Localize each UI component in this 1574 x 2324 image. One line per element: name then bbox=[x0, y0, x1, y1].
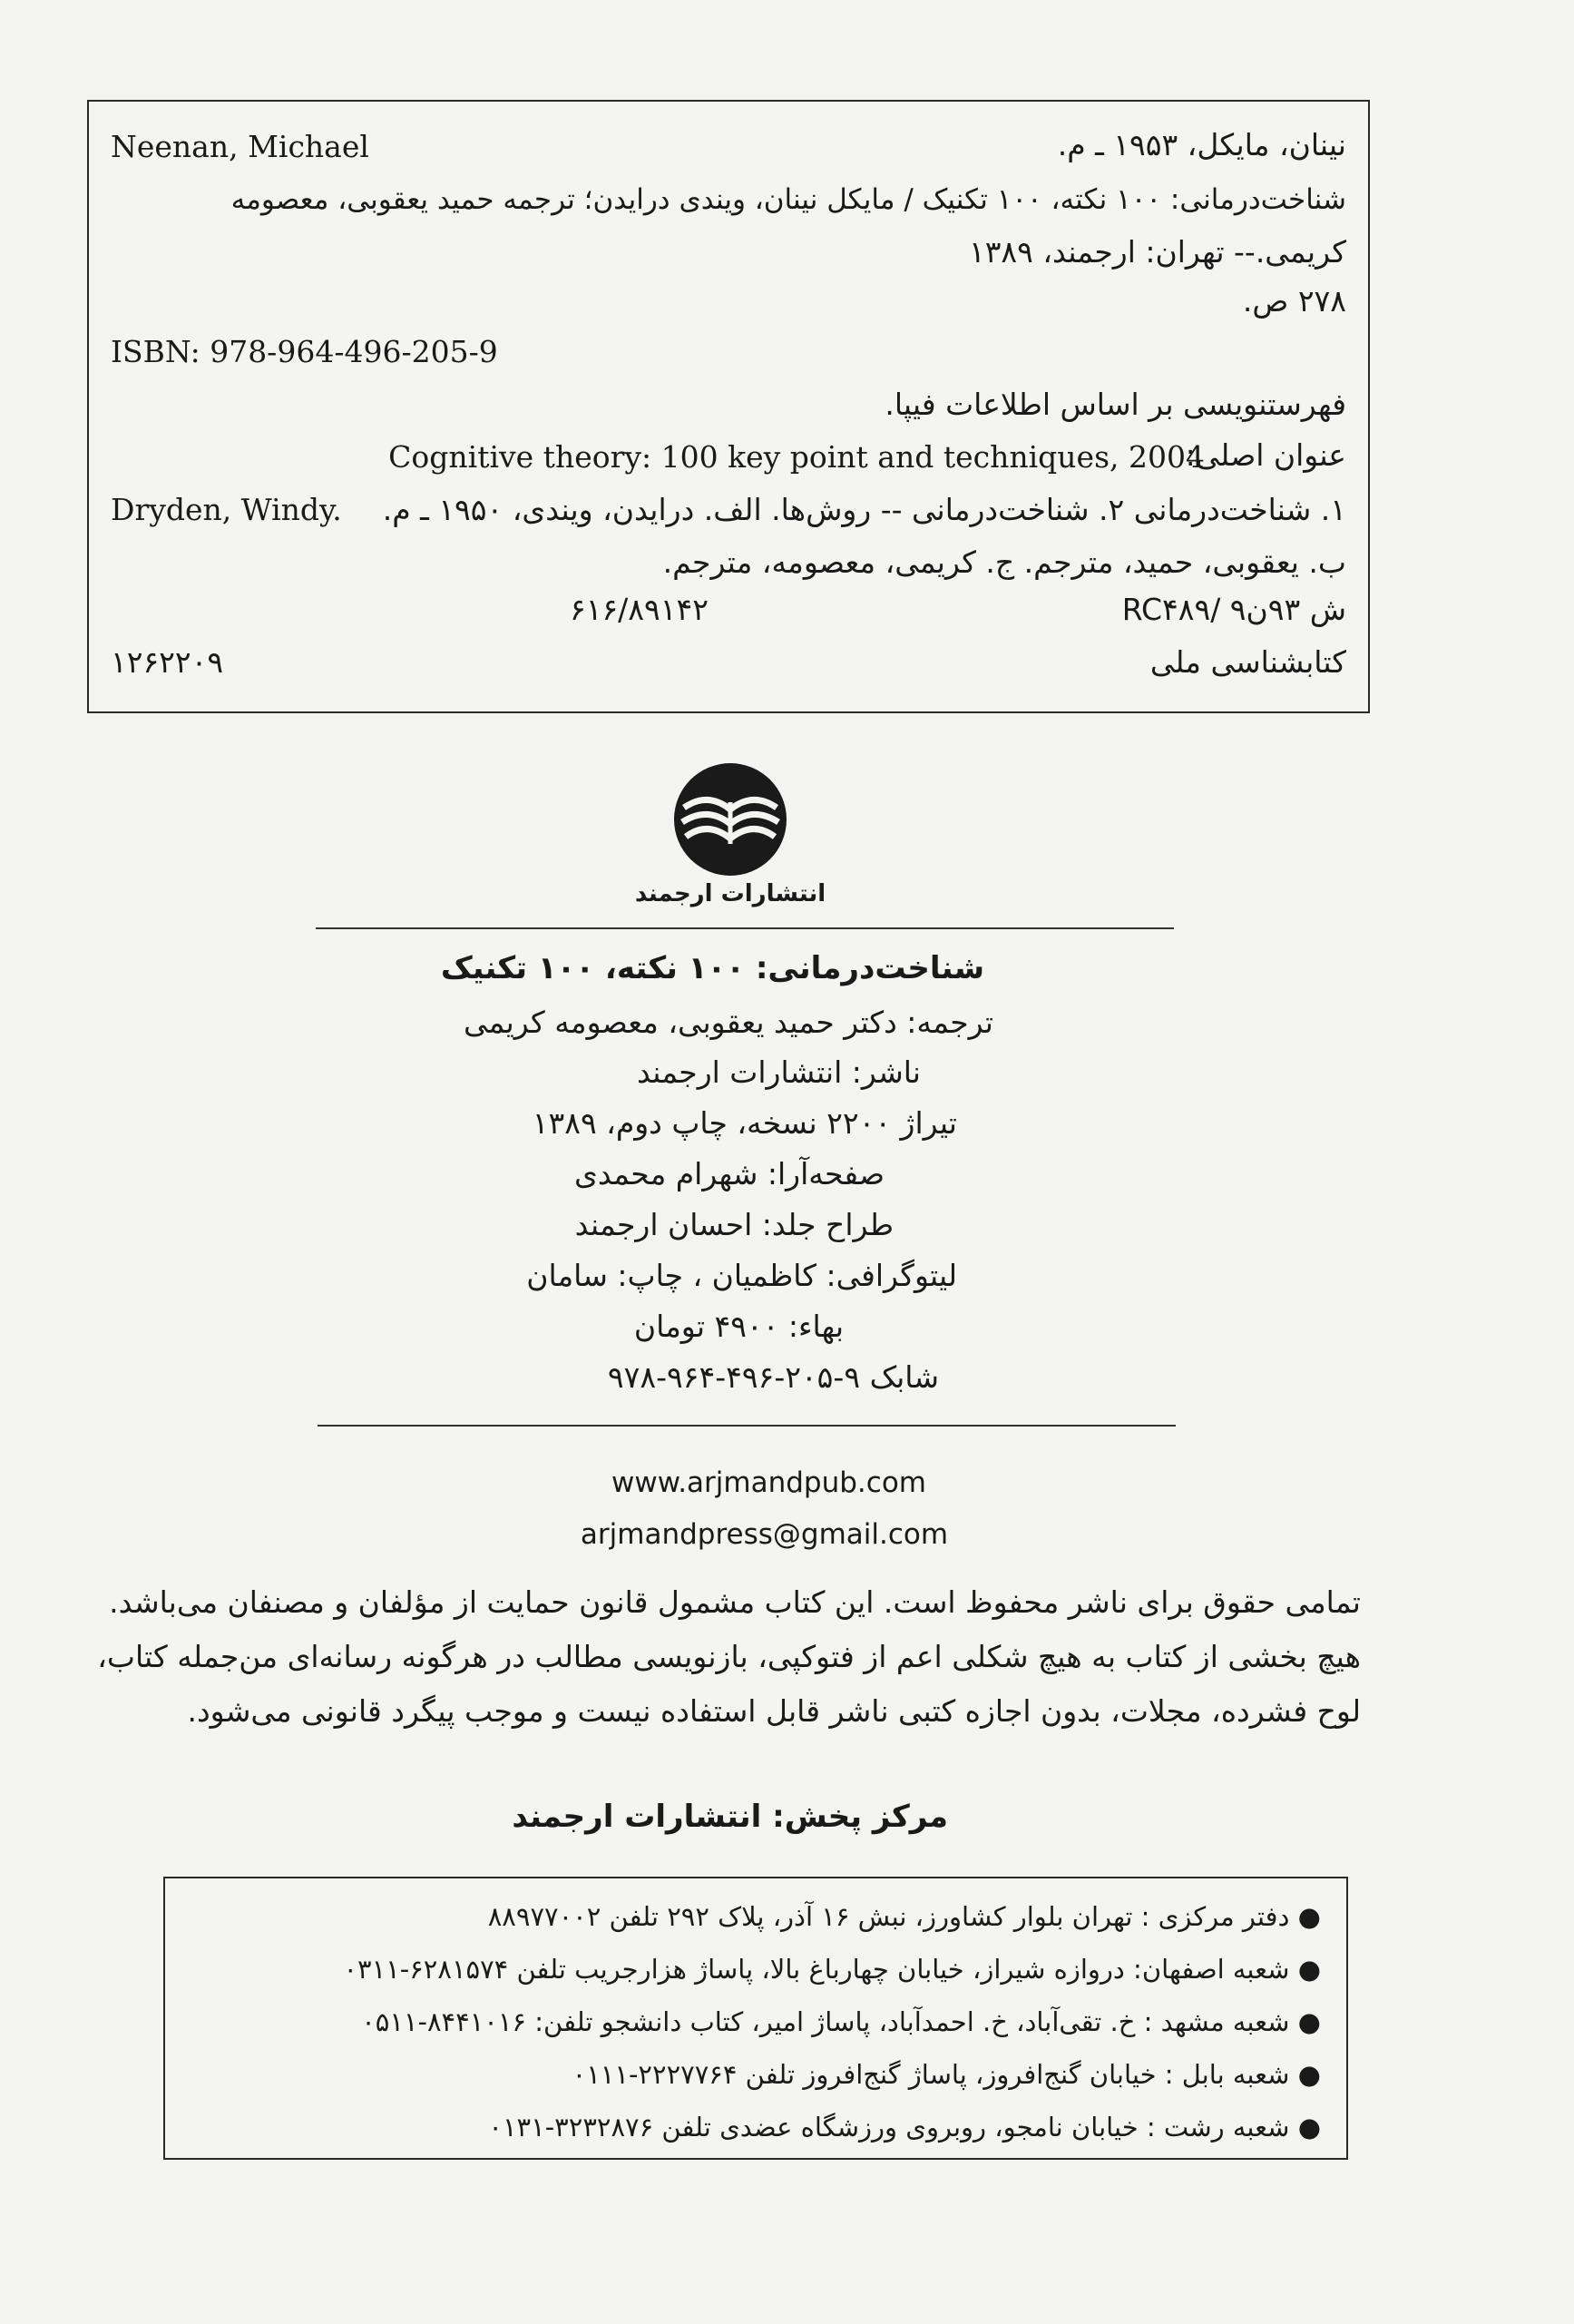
distribution-heading: مرکز پخش: انتشارات ارجمند bbox=[512, 1799, 948, 1835]
divider-bottom bbox=[318, 1425, 1176, 1427]
website-link[interactable]: www.arjmandpub.com bbox=[611, 1466, 926, 1499]
rights-line-2: هیچ بخشی از کتاب به هیچ شکلی اعم از فتوکپی، بازنویسی مطالب در هرگونه رسانه‌ای من‌جمله کتاب، bbox=[97, 1639, 1361, 1674]
layout-credit: صفحه‌آرا: شهرام محمدی bbox=[574, 1156, 885, 1191]
isbn-persian: شابک ۹-۲۰۵-۴۹۶-۹۶۴-۹۷۸ bbox=[607, 1359, 939, 1395]
lithography-credit: لیتوگرافی: کاظمیان ، چاپ: سامان bbox=[526, 1258, 957, 1293]
branch-item: ● شعبه اصفهان: دروازه شیراز، خیابان چهارباغ بالا، پاساژ هزارجریب تلفن ۶۲۸۱۵۷۴-۰۳۱۱ bbox=[343, 1954, 1321, 1985]
dewey-class: ۶۱۶/۸۹۱۴۲ bbox=[570, 592, 709, 627]
email-link[interactable]: arjmandpress@gmail.com bbox=[580, 1518, 949, 1551]
rights-line-1: تمامی حقوق برای ناشر محفوظ است. این کتاب مشمول قانون حمایت از مؤلفان و مصنفان می‌باشد. bbox=[109, 1584, 1361, 1620]
divider-top bbox=[316, 927, 1174, 929]
rights-line-3: لوح فشرده، مجلات، بدون اجازه کتبی ناشر قابل استفاده نیست و موجب پیگرد قانونی می‌شود. bbox=[187, 1693, 1361, 1729]
publisher-logo-name: انتشارات ارجمند bbox=[634, 880, 826, 907]
price: بهاء: ۴۹۰۰ تومان bbox=[633, 1309, 844, 1344]
publisher-credit: ناشر: انتشارات ارجمند bbox=[636, 1054, 921, 1090]
branch-item: ● شعبه رشت : خیابان نامجو، روبروی ورزشگاه عضدی تلفن ۳۲۳۲۸۷۶-۰۱۳۱ bbox=[488, 2112, 1321, 2143]
branch-item: ● شعبه بابل : خیابان گنج‌افروز، پاساژ گنج‌افروز تلفن ۲۲۲۷۷۶۴-۰۱۱۱ bbox=[572, 2059, 1321, 2090]
author-latin: Neenan, Michael bbox=[111, 129, 369, 164]
page-count: ۲۷۸ ص. bbox=[1242, 283, 1346, 319]
author-persian: نینان، مایکل، ۱۹۵۳ ـ م. bbox=[1057, 127, 1346, 162]
original-title: Cognitive theory: 100 key point and techniques, 2004 bbox=[388, 439, 1205, 475]
cataloging-box bbox=[87, 100, 1370, 713]
branch-item: ● شعبه مشهد : خ. تقی‌آباد، خ. احمدآباد، پاساژ امیر، کتاب دانشجو تلفن: ۸۴۴۱۰۱۶-۰۵۱۱ bbox=[361, 2006, 1321, 2037]
title-line-1: شناخت‌درمانی: ۱۰۰ نکته، ۱۰۰ تکنیک / مایکل نینان، ویندی درایدن؛ ترجمه حمید یعقوبی، معصومه bbox=[230, 183, 1346, 216]
branches-box bbox=[163, 1877, 1348, 2160]
isbn: ISBN: 978-964-496-205-9 bbox=[111, 334, 498, 369]
original-title-label: عنوان اصلی: bbox=[1185, 437, 1346, 473]
translation-credit: ترجمه: دکتر حمید یعقوبی، معصومه کریمی bbox=[464, 1005, 993, 1040]
translators-line: ب. یعقوبی، حمید، مترجم. ج. کریمی، معصومه، مترجم. bbox=[662, 544, 1346, 580]
title-line-2: کریمی.-- تهران: ارجمند، ۱۳۸۹ bbox=[968, 234, 1346, 270]
national-bibliography-number: ۱۲۶۲۲۰۹ bbox=[111, 644, 224, 680]
fipa-note: فهرستنویسی بر اساس اطلاعات فیپا. bbox=[885, 387, 1346, 422]
print-run: تیراژ ۲۲۰۰ نسخه، چاپ دوم، ۱۳۸۹ bbox=[532, 1105, 957, 1141]
cover-credit: طراح جلد: احسان ارجمند bbox=[574, 1207, 894, 1242]
subjects-line: ۱. شناخت‌درمانی ۲. شناخت‌درمانی -- روش‌ها. الف. درایدن، ویندی، ۱۹۵۰ ـ م. bbox=[382, 492, 1346, 527]
coauthor-latin: Dryden, Windy. bbox=[111, 492, 342, 527]
branch-item: ● دفتر مرکزی : تهران بلوار کشاورز، نبش ۱۶ آذر، پلاک ۲۹۲ تلفن ۸۸۹۷۷۰۰۲ bbox=[487, 1901, 1321, 1932]
book-title: شناخت‌درمانی: ۱۰۰ نکته، ۱۰۰ تکنیک bbox=[440, 950, 984, 986]
publisher-logo-icon bbox=[671, 760, 789, 878]
lc-class: RC۴۸۹/ ۹ش ۹۳ن bbox=[1121, 592, 1346, 627]
national-bibliography-label: کتابشناسی ملی bbox=[1149, 644, 1346, 680]
